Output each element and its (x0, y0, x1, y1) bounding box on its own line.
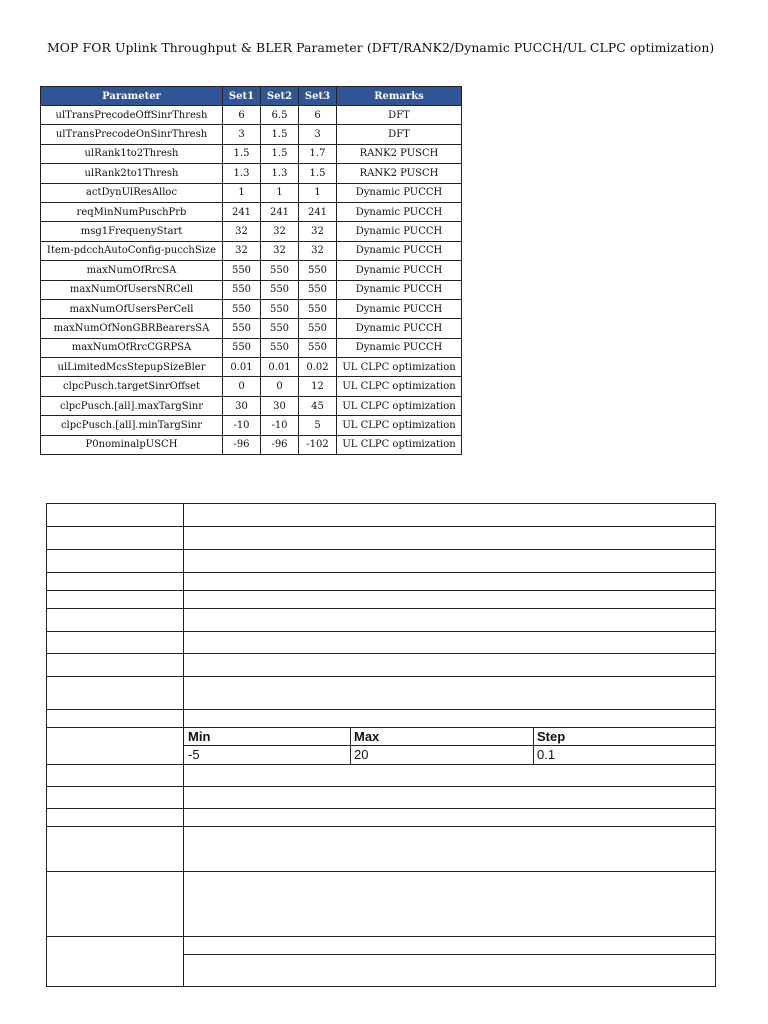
cell-remarks: UL CLPC optimization (337, 358, 462, 377)
cell-set2: 550 (261, 299, 299, 318)
cell-remarks: Dynamic PUCCH (337, 241, 462, 260)
cell-remarks: Dynamic PUCCH (337, 319, 462, 338)
table-row (41, 358, 462, 377)
range-max-label: Max (354, 729, 380, 744)
table-row (41, 416, 462, 435)
cell-remarks: UL CLPC optimization (337, 396, 462, 415)
cell-remarks: UL CLPC optimization (337, 435, 462, 454)
cell-set3: 241 (299, 202, 337, 221)
cell-set1: -10 (223, 416, 261, 435)
cell-set2: 6.5 (261, 106, 299, 125)
cell-parameter: P0nominalpUSCH (41, 435, 223, 454)
table-row (41, 319, 462, 338)
form-row-line (47, 608, 715, 609)
form-row-line (47, 871, 715, 872)
cell-set2: 32 (261, 241, 299, 260)
range-min-label: Min (188, 729, 211, 744)
table-row (41, 299, 462, 318)
table-row (41, 377, 462, 396)
cell-set1: 241 (223, 202, 261, 221)
cell-set2: 241 (261, 202, 299, 221)
cell-remarks: Dynamic PUCCH (337, 261, 462, 280)
form-row-line (47, 709, 715, 710)
cell-set3: 32 (299, 241, 337, 260)
cell-set2: 1.3 (261, 164, 299, 183)
cell-parameter: ulRank1to2Thresh (41, 144, 223, 163)
cell-set2: 550 (261, 319, 299, 338)
cell-set1: 1.5 (223, 144, 261, 163)
table-row (41, 396, 462, 415)
form-row-line (47, 653, 715, 654)
cell-parameter: maxNumOfUsersPerCell (41, 299, 223, 318)
header-remarks: Remarks (337, 87, 462, 106)
header-set2: Set2 (261, 87, 299, 106)
form-row-line (47, 590, 715, 591)
cell-set2: 30 (261, 396, 299, 415)
table-row (41, 164, 462, 183)
cell-set3: 45 (299, 396, 337, 415)
cell-set2: 550 (261, 280, 299, 299)
cell-remarks: Dynamic PUCCH (337, 299, 462, 318)
cell-set2: 1.5 (261, 125, 299, 144)
form-row-line (47, 936, 715, 937)
cell-parameter: clpcPusch.targetSinrOffset (41, 377, 223, 396)
cell-parameter: ulTransPrecodeOnSinrThresh (41, 125, 223, 144)
cell-set3: 0.02 (299, 358, 337, 377)
range-step-value: 0.1 (537, 747, 556, 762)
table-row (41, 106, 462, 125)
cell-set2: -96 (261, 435, 299, 454)
cell-set1: 1.3 (223, 164, 261, 183)
table-row (41, 183, 462, 202)
table-row (41, 435, 462, 454)
cell-remarks: Dynamic PUCCH (337, 202, 462, 221)
cell-set1: -96 (223, 435, 261, 454)
cell-parameter: msg1FrequenyStart (41, 222, 223, 241)
cell-set2: 1 (261, 183, 299, 202)
document-title: MOP FOR Uplink Throughput & BLER Parameter (DFT/RANK2/Dynamic PUCCH/UL CLPC optimization) (47, 40, 715, 55)
cell-set1: 30 (223, 396, 261, 415)
cell-remarks: UL CLPC optimization (337, 377, 462, 396)
table-row (41, 241, 462, 260)
header-set3: Set3 (299, 87, 337, 106)
cell-set3: 550 (299, 319, 337, 338)
range-max-value: 20 (354, 747, 369, 762)
cell-set2: 1.5 (261, 144, 299, 163)
form-row-line (47, 826, 715, 827)
cell-set3: 5 (299, 416, 337, 435)
table-header-row (41, 87, 462, 106)
cell-set1: 32 (223, 241, 261, 260)
form-row-line (47, 526, 715, 527)
cell-parameter: reqMinNumPuschPrb (41, 202, 223, 221)
range-divider (184, 745, 716, 746)
cell-parameter: maxNumOfNonGBRBearersSA (41, 319, 223, 338)
cell-set1: 550 (223, 338, 261, 357)
cell-parameter: Item-pdcchAutoConfig-pucchSize (41, 241, 223, 260)
cell-parameter: ulLimitedMcsStepupSizeBler (41, 358, 223, 377)
header-set1: Set1 (223, 87, 261, 106)
header-parameter: Parameter (41, 87, 223, 106)
cell-remarks: UL CLPC optimization (337, 416, 462, 435)
cell-set3: 550 (299, 280, 337, 299)
form-row-line (47, 786, 715, 787)
range-table (184, 728, 716, 764)
cell-set3: 1.7 (299, 144, 337, 163)
form-row-line (47, 676, 715, 677)
cell-set3: 32 (299, 222, 337, 241)
cell-set1: 550 (223, 261, 261, 280)
parameter-table (40, 86, 462, 455)
range-min-value: -5 (188, 747, 200, 762)
table-row (41, 202, 462, 221)
cell-set3: 550 (299, 338, 337, 357)
cell-remarks: Dynamic PUCCH (337, 280, 462, 299)
form-row-line (47, 764, 715, 765)
cell-set2: 32 (261, 222, 299, 241)
cell-remarks: DFT (337, 125, 462, 144)
cell-parameter: maxNumOfRrcSA (41, 261, 223, 280)
cell-remarks: DFT (337, 106, 462, 125)
form-row-line (47, 549, 715, 550)
table-row (41, 125, 462, 144)
cell-remarks: Dynamic PUCCH (337, 183, 462, 202)
form-row-line (47, 572, 715, 573)
blank-form-table (46, 503, 716, 987)
cell-parameter: ulRank2to1Thresh (41, 164, 223, 183)
cell-set3: 550 (299, 299, 337, 318)
range-step-label: Step (537, 729, 566, 744)
table-row (41, 222, 462, 241)
cell-remarks: Dynamic PUCCH (337, 222, 462, 241)
form-row-line (47, 631, 715, 632)
form-subrow-line (184, 954, 716, 955)
table-row (41, 338, 462, 357)
cell-set3: 550 (299, 261, 337, 280)
cell-remarks: RANK2 PUSCH (337, 164, 462, 183)
cell-parameter: clpcPusch.[all].minTargSinr (41, 416, 223, 435)
cell-parameter: actDynUlResAlloc (41, 183, 223, 202)
cell-parameter: maxNumOfUsersNRCell (41, 280, 223, 299)
cell-parameter: ulTransPrecodeOffSinrThresh (41, 106, 223, 125)
cell-set1: 1 (223, 183, 261, 202)
cell-set3: 6 (299, 106, 337, 125)
cell-set1: 550 (223, 280, 261, 299)
cell-set2: 0 (261, 377, 299, 396)
cell-set3: 1 (299, 183, 337, 202)
cell-set1: 0 (223, 377, 261, 396)
cell-set3: -102 (299, 435, 337, 454)
table-row (41, 280, 462, 299)
cell-set1: 550 (223, 299, 261, 318)
cell-parameter: maxNumOfRrcCGRPSA (41, 338, 223, 357)
cell-remarks: RANK2 PUSCH (337, 144, 462, 163)
cell-set1: 32 (223, 222, 261, 241)
parameter-table-body (41, 106, 462, 455)
cell-set1: 550 (223, 319, 261, 338)
cell-parameter: clpcPusch.[all].maxTargSinr (41, 396, 223, 415)
cell-remarks: Dynamic PUCCH (337, 338, 462, 357)
cell-set2: -10 (261, 416, 299, 435)
cell-set1: 0.01 (223, 358, 261, 377)
cell-set3: 12 (299, 377, 337, 396)
cell-set3: 3 (299, 125, 337, 144)
cell-set3: 1.5 (299, 164, 337, 183)
form-row-line (47, 808, 715, 809)
cell-set2: 0.01 (261, 358, 299, 377)
cell-set1: 3 (223, 125, 261, 144)
table-row (41, 261, 462, 280)
cell-set2: 550 (261, 261, 299, 280)
cell-set2: 550 (261, 338, 299, 357)
table-row (41, 144, 462, 163)
cell-set1: 6 (223, 106, 261, 125)
